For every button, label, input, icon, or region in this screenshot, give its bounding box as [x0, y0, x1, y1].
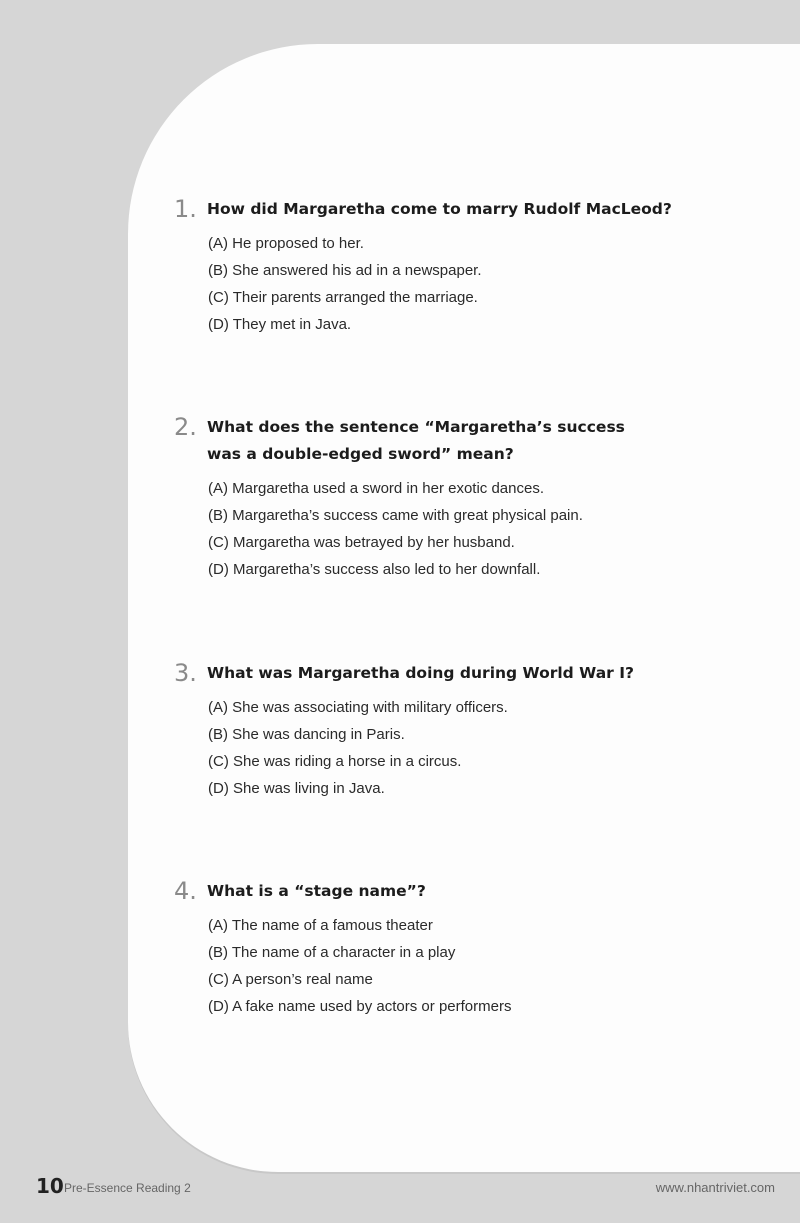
option: (C) Margaretha was betrayed by her husband.: [208, 534, 515, 551]
question-1: [174, 196, 774, 338]
publisher-url: www.nhantriviet.com: [655, 1180, 775, 1195]
question-number: 4.: [174, 877, 197, 905]
option: (C) Their parents arranged the marriage.: [208, 289, 478, 306]
option: (A) Margaretha used a sword in her exotic dances.: [208, 480, 544, 497]
question-text: How did Margaretha come to marry Rudolf MacLeod?: [207, 200, 672, 218]
page-number: 10: [36, 1174, 64, 1198]
question-4: [174, 878, 774, 1020]
question-2: [174, 414, 774, 583]
question-number: 1.: [174, 195, 197, 223]
option: (B) She was dancing in Paris.: [208, 726, 405, 743]
option: (A) He proposed to her.: [208, 235, 364, 252]
option: (C) She was riding a horse in a circus.: [208, 753, 462, 770]
book-title: Pre-Essence Reading 2: [64, 1181, 191, 1195]
question-text: What does the sentence “Margaretha’s success was a double-edged sword” mean?: [207, 418, 625, 463]
option: (A) The name of a famous theater: [208, 917, 433, 934]
option: (B) She answered his ad in a newspaper.: [208, 262, 482, 279]
question-number: 3.: [174, 659, 197, 687]
option: (D) A fake name used by actors or performers: [208, 998, 512, 1015]
option: (B) Margaretha’s success came with great physical pain.: [208, 507, 583, 524]
question-3: [174, 660, 774, 802]
option: (D) They met in Java.: [208, 316, 352, 333]
option: (A) She was associating with military officers.: [208, 699, 508, 716]
question-number: 2.: [174, 413, 197, 441]
option: (B) The name of a character in a play: [208, 944, 456, 961]
option: (D) Margaretha’s success also led to her downfall.: [208, 561, 541, 578]
option: (D) She was living in Java.: [208, 780, 385, 797]
question-text: What is a “stage name”?: [207, 882, 426, 900]
question-text: What was Margaretha doing during World War I?: [207, 664, 634, 682]
option: (C) A person’s real name: [208, 971, 373, 988]
